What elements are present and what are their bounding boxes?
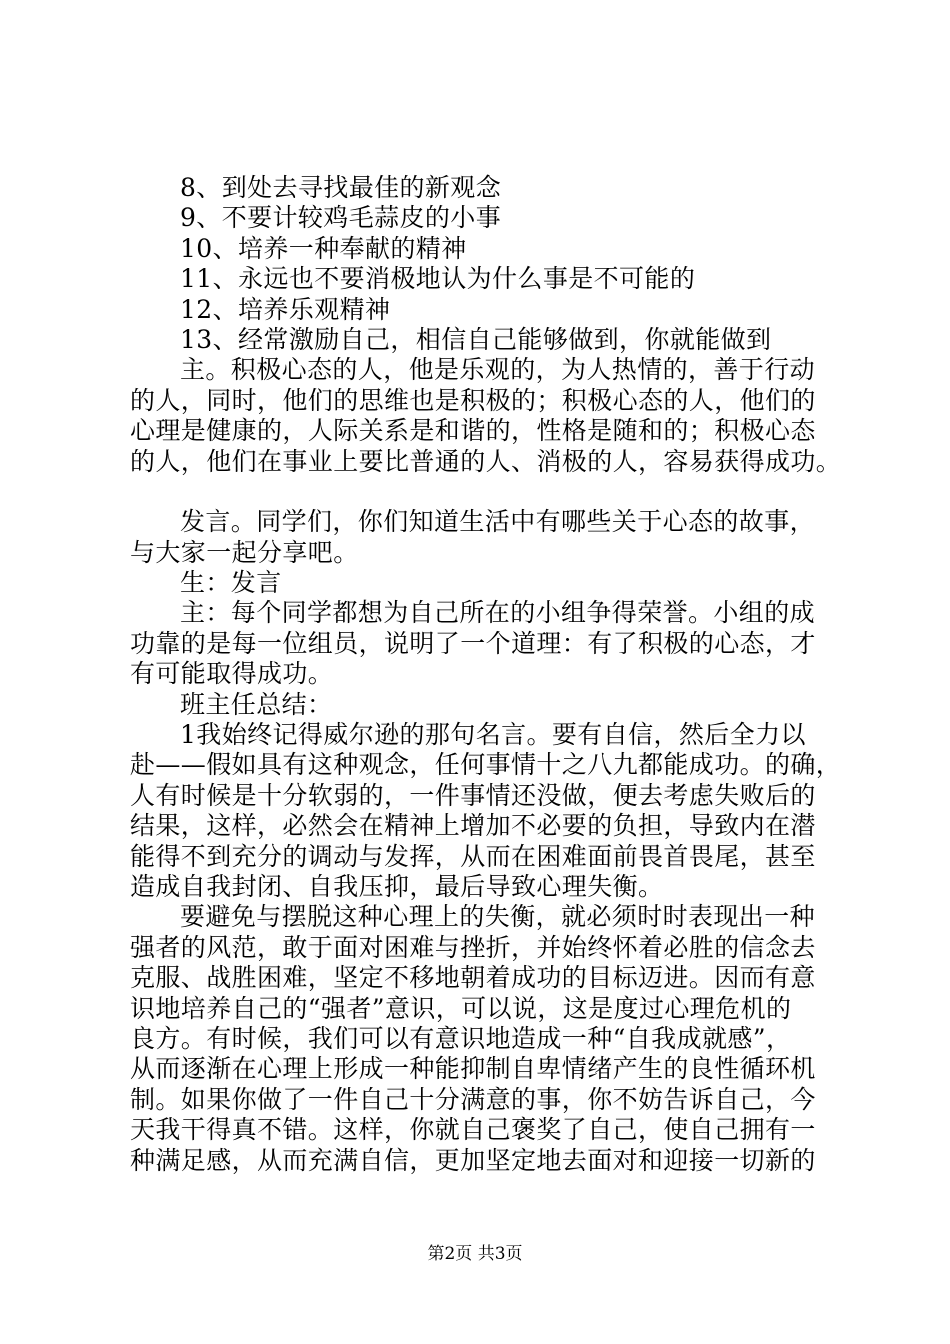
text-line: 主：每个同学都想为自己所在的小组争得荣誉。小组的成: [180, 598, 816, 628]
text-line: 赴——假如具有这种观念，任何事情十之八九都能成功。的确，: [130, 750, 842, 780]
text-line: 与大家一起分享吧。: [130, 537, 359, 567]
list-item: 13、经常激励自己，相信自己能够做到，你就能做到: [180, 324, 772, 354]
document-body: [130, 173, 842, 1176]
text-line: 种满足感，从而充满自信，更加坚定地去面对和迎接一切新的: [130, 1145, 816, 1175]
text-line: 能得不到充分的调动与发挥，从而在困难面前畏首畏尾，甚至: [130, 841, 816, 871]
text-line: 克服、战胜困难，坚定不移地朝着成功的目标迈进。因而有意: [130, 963, 816, 993]
student-speech-line: 生：发言: [180, 568, 282, 598]
text-line: 要避免与摆脱这种心理上的失衡，就必须时时表现出一种: [180, 902, 816, 932]
text-line: 识地培养自己的“强者”意识，可以说，这是度过心理危机的: [130, 993, 792, 1023]
text-line: 的人，同时，他们的思维也是积极的；积极心态的人，他们的: [130, 385, 816, 415]
text-line: 1我始终记得威尔逊的那句名言。要有自信，然后全力以: [180, 720, 806, 750]
text-line: 强者的风范，敢于面对困难与挫折，并始终怀着必胜的信念去: [130, 932, 816, 962]
summary-heading: 班主任总结：: [180, 689, 333, 719]
paragraph-sharing: [130, 507, 836, 568]
page-number-footer: 第2页 共3页: [427, 1244, 523, 1264]
text-line: 功靠的是每一位组员，说明了一个道理：有了积极的心态，才: [130, 628, 816, 658]
text-line: 从而逐渐在心理上形成一种能抑制自卑情绪产生的良性循环机: [130, 1054, 816, 1084]
list-item: 8、到处去寻找最佳的新观念: [180, 173, 502, 202]
list-item: 9、不要计较鸡毛蒜皮的小事: [180, 203, 502, 233]
text-line: 天我干得真不错。这样，你就自己褒奖了自己，使自己拥有一: [130, 1115, 816, 1145]
text-line: 发言。同学们，你们知道生活中有哪些关于心态的故事，: [180, 507, 816, 537]
text-line: 结果，这样，必然会在精神上增加不必要的负担，导致内在潜: [130, 811, 816, 841]
text-line: 人有时候是十分软弱的，一件事情还没做，便去考虑失败后的: [130, 780, 816, 810]
paragraph-strong-mindset: [130, 902, 836, 1176]
text-line: 造成自我封闭、自我压抑，最后导致心理失衡。: [130, 871, 664, 901]
numbered-list: [130, 173, 836, 355]
paragraph-spacer: [130, 477, 836, 507]
text-line: 制。如果你做了一件自己十分满意的事，你不妨告诉自己，今: [130, 1084, 816, 1114]
text-line: 有可能取得成功。: [130, 659, 334, 689]
list-item: 12、培养乐观精神: [180, 294, 391, 324]
text-line: 的人，他们在事业上要比普通的人、消极的人，容易获得成功。: [130, 446, 842, 476]
text-line: 良方。有时候，我们可以有意识地造成一种“自我成就感”，: [130, 1023, 792, 1053]
text-line: 心理是健康的，人际关系是和谐的，性格是随和的；积极心态: [130, 416, 816, 446]
paragraph-positive-mindset: [130, 355, 842, 477]
list-item: 11、永远也不要消极地认为什么事是不可能的: [180, 264, 696, 294]
paragraph-host-remarks: [130, 598, 836, 689]
paragraph-wilson-quote: [130, 720, 842, 902]
text-line: 主。积极心态的人，他是乐观的，为人热情的，善于行动: [180, 355, 816, 385]
list-item: 10、培养一种奉献的精神: [180, 233, 467, 263]
